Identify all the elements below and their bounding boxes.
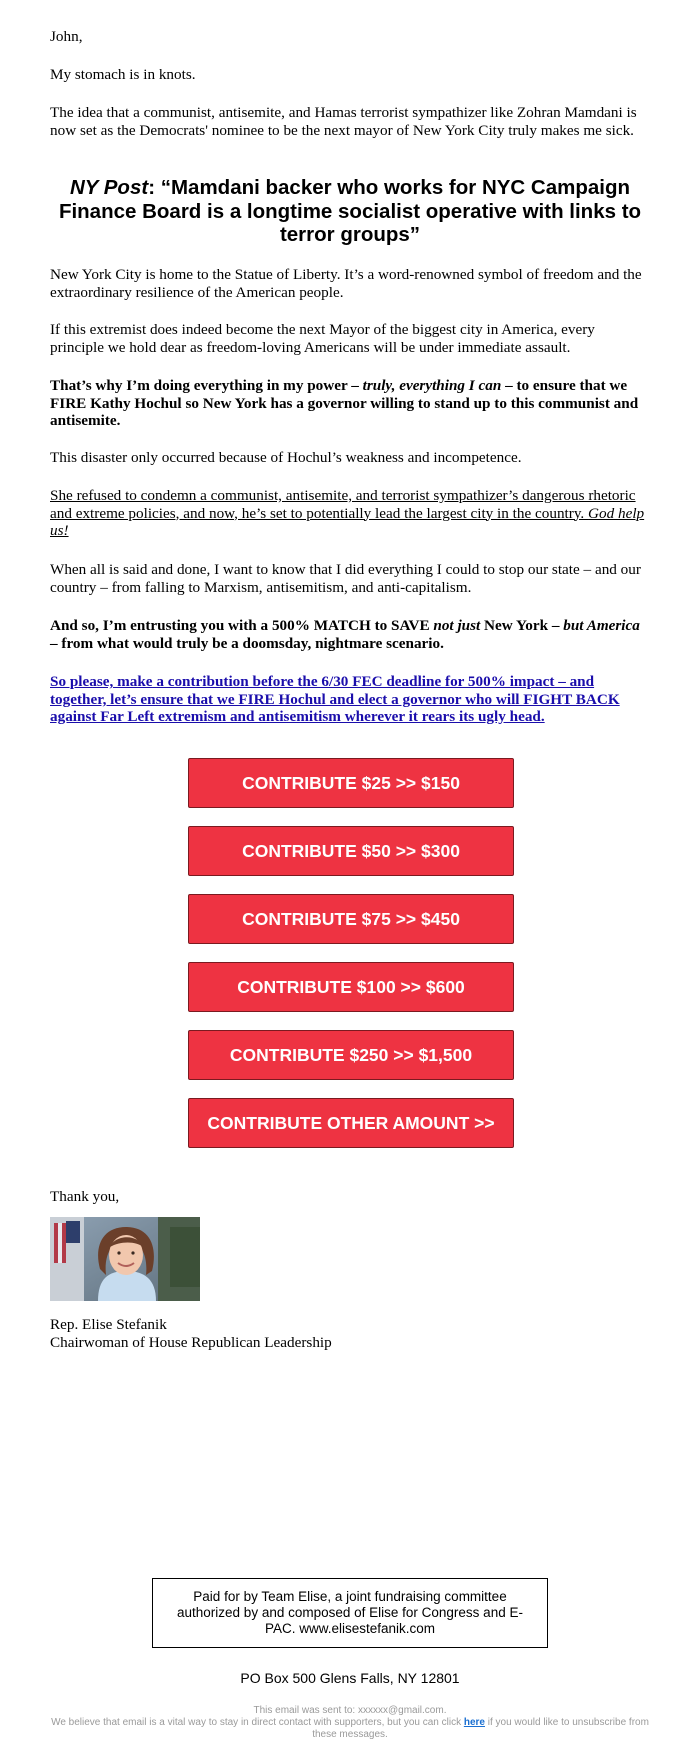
paragraph-disaster: This disaster only occurred because of Hochul’s weakness and incompetence. <box>50 449 522 466</box>
contribute-link[interactable]: So please, make a contribution before the 6/30 FEC deadline for 500% impact – and together, let’s ensure that we FIRE Hochul and elect a governor who will FIGHT BACK against Far Left extremism and antisemitism wherever it rears its ugly head. <box>50 673 620 725</box>
headline-quote: : “Mamdani backer who works for NYC Campaign Finance Board is a longtime socialist operative with links to terror groups” <box>58 176 642 246</box>
contribute-25-button[interactable]: CONTRIBUTE $25 >> $150 <box>188 758 514 808</box>
unsubscribe-notice: We believe that email is a vital way to stay in direct contact with supporters, but you can click here if you would like to unsubscribe from these messages. <box>51 1717 649 1740</box>
paragraph-said-done: When all is said and done, I want to know that I did everything I could to stop our state – and our country – from falling to Marxism, antisemitism, and anti-capitalism. <box>50 561 641 596</box>
paragraph-idea: The idea that a communist, antisemite, and Hamas terrorist sympathizer like Zohran Mamdani is now set as the Democrats' nominee to be the next mayor of New York City truly makes me sick. <box>50 104 637 139</box>
greeting: John, <box>50 28 83 45</box>
elise-stefanik-photo <box>50 1217 200 1301</box>
contribute-100-button[interactable]: CONTRIBUTE $100 >> $600 <box>188 962 514 1012</box>
cta-paragraph <box>50 673 650 726</box>
contribute-75-button[interactable]: CONTRIBUTE $75 >> $450 <box>188 894 514 944</box>
paragraph-stomach: My stomach is in knots. <box>50 66 196 83</box>
paragraph-statue: New York City is home to the Statue of Liberty. It’s a word-renowned symbol of freedom and the extraordinary resilience of the American people. <box>50 266 642 301</box>
paragraph-match: And so, I’m entrusting you with a 500% MATCH to SAVE not just New York – but America – from what would truly be a doomsday, nightmare scenario. <box>50 617 640 652</box>
paragraph-extremist: If this extremist does indeed become the next Mayor of the biggest city in America, every principle we hold dear as freedom-loving Americans will be under immediate assault. <box>50 321 595 356</box>
sent-to-notice: This email was sent to: xxxxxx@gmail.com. <box>253 1705 447 1716</box>
signoff: Thank you, <box>50 1188 120 1205</box>
headline-source: NY Post <box>69 176 149 199</box>
contribute-250-button[interactable]: CONTRIBUTE $250 >> $1,500 <box>188 1030 514 1080</box>
signature-name: Rep. Elise Stefanik <box>50 1316 167 1333</box>
contribute-other-button[interactable]: CONTRIBUTE OTHER AMOUNT >> <box>188 1098 514 1148</box>
paid-for-disclaimer: Paid for by Team Elise, a joint fundraising committee authorized by and composed of Elise for Congress and E-PAC. www.elisestefanik.com <box>152 1578 548 1648</box>
paragraph-power: That’s why I’m doing everything in my power – truly, everything I can – to ensure that we FIRE Kathy Hochul so New York has a governor willing to stand up to this communist and antisemite. <box>50 377 639 429</box>
paragraph-refused: She refused to condemn a communist, antisemite, and terrorist sympathizer’s dangerous rhetoric and extreme policies, and now, he’s set to potentially lead the largest city in the country. God help us! <box>50 487 645 539</box>
headline <box>50 176 650 247</box>
mailing-address: PO Box 500 Glens Falls, NY 12801 <box>240 1670 460 1686</box>
contribute-50-button[interactable]: CONTRIBUTE $50 >> $300 <box>188 826 514 876</box>
unsubscribe-link[interactable]: here <box>463 1717 485 1728</box>
signature-title: Chairwoman of House Republican Leadership <box>50 1334 332 1351</box>
